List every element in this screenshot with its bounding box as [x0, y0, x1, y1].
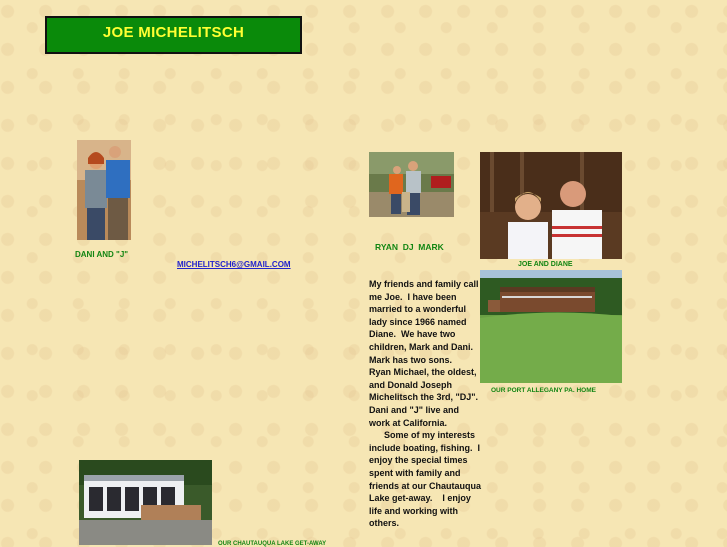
- photo-chautauqua-getaway: [79, 460, 212, 545]
- page-title-banner: [45, 16, 302, 54]
- email-link[interactable]: MICHELITSCH6@GMAIL.COM: [177, 260, 291, 269]
- photo-ryan-dj-mark: [369, 152, 454, 217]
- photo-dani-and-j: [77, 140, 131, 240]
- caption-ryan-dj-mark: RYAN DJ MARK: [375, 242, 444, 252]
- caption-chautauqua-getaway: OUR CHAUTAUQUA LAKE GET-AWAY: [218, 541, 327, 547]
- photo-joe-and-diane: [480, 152, 622, 259]
- caption-port-allegany-home: OUR PORT ALLEGANY PA. HOME: [491, 387, 596, 394]
- bio-paragraph-1: My friends and family call me Joe. I have been married to a wonderful lady since 1966 named Diane. We have two children, Mark and Dani. Mark has two sons. Ryan Michael, the oldest, and Donald Joseph Michelitsch the 3rd, "DJ". Dani and "J" live and work at California.: [369, 279, 484, 428]
- bio-text: [369, 278, 484, 530]
- page-title: JOE MICHELITSCH: [102, 23, 245, 41]
- bio-paragraph-2: Some of my interests include boating, fishing. I enjoy the special times spent with family and friends at our Chautauqua Lake get-away. I enjoy life and working with others.: [369, 430, 484, 529]
- caption-dani-and-j: DANI AND "J": [75, 250, 129, 259]
- photo-port-allegany-home: [480, 270, 622, 383]
- caption-joe-and-diane: JOE AND DIANE: [518, 261, 573, 268]
